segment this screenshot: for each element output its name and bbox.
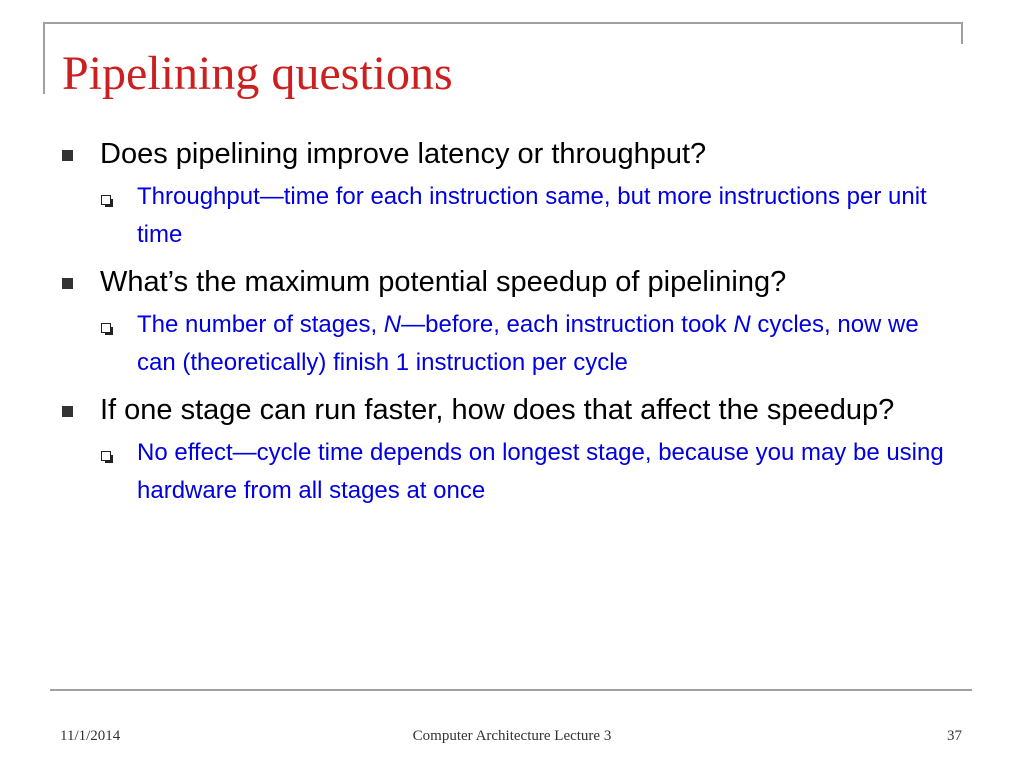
box-bullet-icon (101, 323, 111, 333)
bullet-2 (62, 262, 962, 302)
square-bullet-icon (62, 150, 73, 161)
footer-course-title: Computer Architecture Lecture 3 (412, 728, 612, 744)
slide-title: Pipelining questions (62, 47, 453, 100)
footer-date: 11/1/2014 (60, 728, 121, 744)
bullet-1 (62, 134, 962, 174)
frame-top-rule (43, 22, 963, 24)
bullet-2-text: What’s the maximum potential speedup of pipelining? (100, 266, 787, 298)
frame-right-rule (961, 22, 963, 44)
text-part: The number of stages, (137, 311, 384, 338)
bullet-2-sub-1-text (137, 311, 919, 376)
text-part: —before, each instruction took (401, 311, 734, 338)
slide-body (62, 134, 962, 518)
square-bullet-icon (62, 278, 73, 289)
text-part: cycles, now we can (theoretically) finish 1 instruction per cycle (137, 311, 919, 376)
bullet-3-sub-1 (100, 434, 962, 510)
bullet-1-sub-1 (100, 178, 962, 254)
italic-n: N (733, 311, 751, 338)
box-bullet-icon (101, 195, 111, 205)
bullet-3-text: If one stage can run faster, how does that affect the speedup? (100, 394, 895, 426)
italic-n: N (383, 311, 402, 338)
bullet-3-sub-1-text: No effect—cycle time depends on longest stage, because you may be using hardware from all stages at once (137, 439, 944, 504)
frame-left-rule (43, 22, 45, 94)
box-bullet-icon (101, 451, 111, 461)
square-bullet-icon (62, 406, 73, 417)
bullet-3 (62, 390, 962, 430)
bullet-2-sub-1 (100, 306, 962, 382)
bullet-1-text: Does pipelining improve latency or throughput? (100, 138, 707, 170)
footer-page-number: 37 (947, 728, 962, 744)
bullet-1-sub-1-text: Throughput—time for each instruction same, but more instructions per unit time (137, 183, 927, 248)
footer-rule (50, 689, 972, 691)
